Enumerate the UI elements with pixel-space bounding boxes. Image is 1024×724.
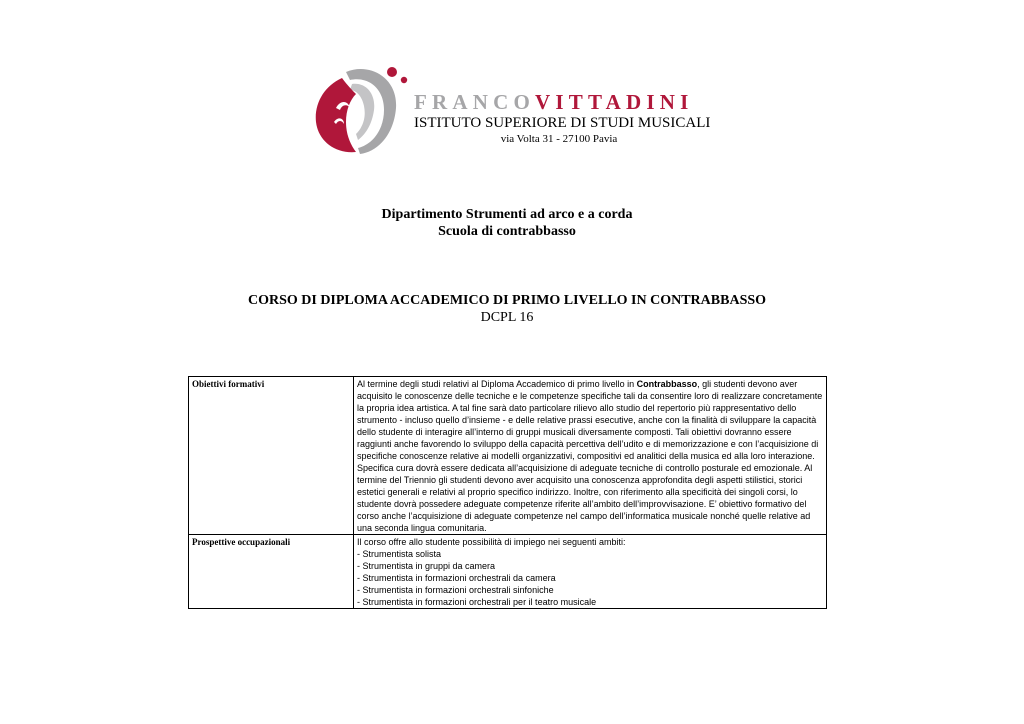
course-code: DCPL 16 [480, 310, 534, 325]
list-item: - Strumentista in gruppi da camera [357, 561, 496, 571]
objectives-paragraph-1 [357, 378, 823, 462]
institute-subtitle: ISTITUTO SUPERIORE DI STUDI MUSICALI [414, 115, 711, 131]
school-name: Scuola di contrabbasso [438, 224, 576, 239]
list-item: - Strumentista in formazioni orchestrali da camera [357, 573, 556, 583]
list-item: - Strumentista solista [357, 549, 442, 559]
objectives-paragraph-2: Specifica cura dovrà essere dedicata all’acquisizione di adeguate tecniche di controllo posturale ed emozionale. Al termine del Triennio gli studenti devono aver acquisito una conoscenza approfondita degli aspetti stilistici, storici estetici generali e relativi al proprio specifico indirizzo. Inoltre, con riferimento alla specificità dei singoli corsi, lo studente dovrà possedere adeguate competenze riferite all’ambito dell’improvvisazione. E’ obiettivo formativo del corso anche l’acquisizione di adeguate competenze nel campo dell’informatica musicale nonché quelle relative ad una seconda lingua comunitaria. [357, 463, 813, 533]
course-info-table [188, 376, 827, 609]
instrument-name: Contrabbasso [636, 379, 698, 389]
brand-block [414, 90, 711, 145]
course-heading [0, 292, 1014, 326]
careers-intro: Il corso offre allo studente possibilità di impiego nei seguenti ambiti: [357, 537, 626, 547]
department-heading [0, 206, 1014, 240]
brand-name [414, 90, 693, 114]
institute-address: via Volta 31 - 27100 Pavia [500, 133, 618, 145]
objectives-p1-start: Al termine degli studi relativi al Diploma Accademico di primo livello in [357, 379, 637, 389]
careers-text [354, 535, 827, 609]
objectives-p1-end: , gli studenti devono aver acquisito le conoscenze delle tecniche e le competenze specifiche tali da consentire loro di realizzare concretamente la propria idea artistica. A tal fine sarà dato particolare rilievo allo studio del repertorio più rappresentativo dello strumento - incluso quello d’insieme - e delle relative prassi esecutive, anche con la finalità di sviluppare la capacità dello studente di interagire all’interno di gruppi musicali diversamente composti. Tali obiettivi dovranno essere raggiunti anche favorendo lo sviluppo della capacità percettiva dell’udito e di memorizzazione e con l’acquisizione di specifiche conoscenze relative ai modelli organizzativi, compositivi ed analitici della musica ed alla loro interazione. [357, 379, 823, 461]
row-label-careers: Prospettive occupazionali [189, 535, 354, 609]
brand-last-name: VITTADINI [535, 90, 694, 114]
table-row [189, 535, 827, 609]
list-item: - Strumentista in formazioni orchestrali per il teatro musicale [357, 597, 597, 607]
department-name: Dipartimento Strumenti ad arco e a corda [381, 207, 633, 222]
objectives-text [354, 377, 827, 535]
row-label-objectives: Obiettivi formativi [189, 377, 354, 535]
violin-scroll-logo-icon [312, 64, 412, 156]
table-row [189, 377, 827, 535]
brand-first-name: FRANCO [414, 90, 536, 114]
institute-logo [312, 64, 712, 164]
course-title: CORSO DI DIPLOMA ACCADEMICO DI PRIMO LIVELLO IN CONTRABBASSO [247, 293, 767, 308]
list-item: - Strumentista in formazioni orchestrali sinfoniche [357, 585, 554, 595]
